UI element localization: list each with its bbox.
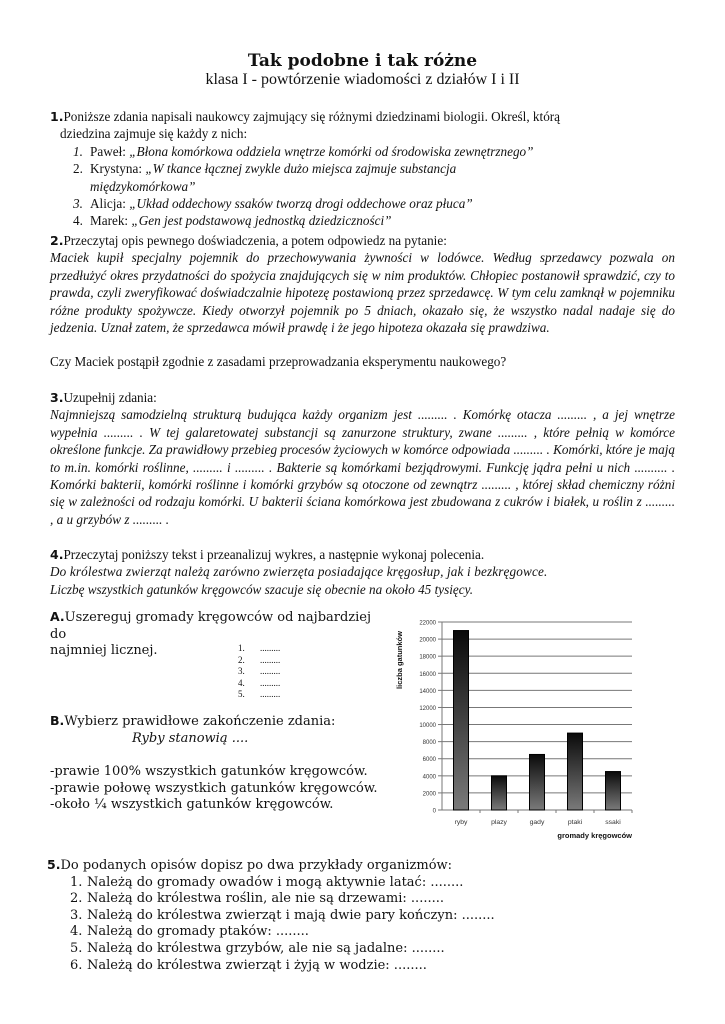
y-tick-label: 14000: [419, 688, 436, 695]
bar-ryby: [454, 631, 469, 810]
question-prompt: Do podanych opisów dopisz po dwa przykłady organizmów:: [60, 858, 453, 873]
ranking-blanks: [238, 643, 280, 701]
y-axis-label: liczba gatunków: [395, 631, 404, 689]
question-2: [50, 232, 675, 371]
x-axis-labels: [455, 819, 622, 826]
y-tick-label: 2000: [422, 791, 436, 798]
part-a: A.Uszereguj gromady kręgowców od najbardziej do najmniej licznej.: [50, 609, 372, 659]
y-tick-label: 4000: [422, 774, 436, 781]
x-tick-label: ptaki: [567, 819, 583, 826]
list-item: 4. Należą do gromady ptaków: ........: [70, 924, 309, 940]
question-prompt: Uzupełnij zdania:: [63, 390, 157, 405]
question-3: [50, 389, 675, 528]
y-axis-ticks: [419, 621, 436, 815]
question-number: 5.: [47, 857, 61, 872]
x-tick-label: ryby: [454, 819, 468, 826]
quote-list: [50, 143, 675, 230]
x-tick-label: ssaki: [605, 819, 621, 826]
y-tick-label: 16000: [419, 671, 436, 678]
y-tick-label: 0: [432, 808, 436, 815]
list-item: 2. Należą do królestwa roślin, ale nie są drzewami: ........: [70, 891, 444, 907]
answer-option[interactable]: -około ¼ wszystkich gatunków kręgowców.: [50, 797, 334, 813]
y-tick-label: 8000: [422, 740, 436, 747]
x-tick-label: gady: [529, 819, 545, 826]
question-prompt: Poniższe zdania napisali naukowcy zajmujący się różnymi dziedzinami biologii. Określ, którą: [63, 109, 561, 124]
question-5: [47, 857, 675, 974]
question-number: 1.: [50, 109, 64, 124]
bar-ssaki: [606, 772, 621, 810]
experiment-story: Maciek kupił specjalny pojemnik do przechowywania żywności w lodówce. Według sprzedawcy pozwala on przedłużyć okres przydatności do spożycia znajdujących się w nim produktów. Chłopiec postanowił sprawdzić, czy to prawda, czyli zweryfikować doświadczalnie hipotezę postawioną przez sprzedawcę. W tym celu zamknął w pojemniku różne produkty spożywcze. Kiedy otworzył pojemnik po 5 dniach, okazało się, że wszystko nadal nadaje się do jedzenia. Uznał zatem, że sprzedawca mówił prawdę i że jego hipoteza okazała się prawdziwa.: [50, 250, 675, 336]
part-label: A.: [50, 609, 65, 624]
question-number: 4.: [50, 547, 64, 562]
list-item: 3. Alicja: „Układ oddechowy ssaków tworzą drogi oddechowe oraz płuca”: [73, 196, 473, 212]
list-item: 1. Należą do gromady owadów i mogą aktywnie latać: ........: [70, 874, 464, 890]
y-tick-label: 22000: [419, 620, 436, 627]
x-tick-label: plazy: [491, 819, 507, 826]
page-title: Tak podobne i tak różne: [247, 51, 478, 71]
context-text: Do królestwa zwierząt należą zarówno zwierzęta posiadające kręgosłup, jak i bezkręgowce.: [50, 564, 548, 580]
context-text: Liczbę wszystkich gatunków kręgowców szacuje się obecnie na około 45 tysięcy.: [50, 581, 474, 597]
list-item: 4. Marek: „Gen jest podstawową jednostką dziedziczności”: [73, 213, 392, 229]
page-subtitle: klasa I - powtórzenie wiadomości z działów I i II: [205, 71, 520, 88]
fill-in-text: Najmniejszą samodzielną strukturą budująca każdy organizm jest ......... . Komórkę otacza ......... , a jej wnętrze wypełnia ......... . W tej galaretowatej substancji są zanurzone struktury, zwane ......... , które pełnią w komórce określone funkcje. Za prawidłowy przebieg procesów życiowych w komórce odpowiada ......... . Komórki, które je mają to m.in. komórki roślinne, ......... i ......... . Bakterie są komórkami bezjądrowymi. Funkcję jądra pełni u nich .......... . Komórki bakterii, komórki roślinne i komórki grzybów są otoczone od zewnątrz ......... , której skład chemiczny różni się w zależności od rodzaju komórki. U bakterii ściana komórkowa jest zbudowana z cukrów i białek, u roślin z ......... , a u grzybów z ......... .: [50, 407, 675, 527]
question-number: 2.: [50, 233, 64, 248]
question-prompt-cont: dziedzina zajmuje się każdy z nich:: [60, 126, 248, 142]
y-tick-label: 6000: [422, 757, 436, 764]
sentence-stem: Ryby stanowią ....: [132, 730, 249, 746]
y-tick-label: 12000: [419, 705, 436, 712]
answer-option[interactable]: -prawie 100% wszystkich gatunków kręgowców.: [50, 764, 368, 780]
y-tick-label: 10000: [419, 723, 436, 730]
organism-list: [50, 875, 675, 975]
blank-item[interactable]: 4. .........: [238, 677, 281, 688]
question-prompt: Przeczytaj poniższy tekst i przeanalizuj wykres, a następnie wykonaj polecenia.: [63, 547, 485, 562]
chart-bars: [454, 631, 621, 810]
y-tick-label: 20000: [419, 637, 436, 644]
list-item: 6. Należą do królestwa zwierząt i żyją w wodzie: ........: [70, 957, 427, 973]
bar-chart: [390, 605, 640, 845]
blank-item[interactable]: 5. .........: [238, 689, 281, 700]
list-item: 5. Należą do królestwa grzybów, ale nie są jadalne: ........: [70, 940, 445, 956]
answer-option[interactable]: -prawie połowę wszystkich gatunków kręgowców.: [50, 780, 378, 796]
part-label: B.: [50, 713, 65, 728]
part-b: B.Wybierz prawidłowe zakończenie zdania: Ryby stanowią .... -prawie 100% wszystkich gatunków kręgowców. -prawie połowę wszystkich gatunków kręgowców. -około ¼ wszystkich gatunków kręgowców.: [50, 713, 395, 814]
bar-płazy: [492, 776, 507, 810]
list-item: 2. Krystyna: „W tkance łącznej zwykle dużo miejsca zajmuje substancja międzykomórkowa”: [73, 161, 457, 194]
list-item: 1. Paweł: „Błona komórkowa oddziela wnętrze komórki od środowiska zewnętrznego”: [73, 143, 534, 159]
question-1: [50, 108, 675, 230]
bar-gady: [530, 754, 545, 810]
question-number: 3.: [50, 390, 64, 405]
blank-item[interactable]: 3. .........: [238, 666, 281, 677]
bar-ptaki: [568, 733, 583, 810]
blank-item[interactable]: 2. .........: [238, 654, 281, 665]
question-prompt: Przeczytaj opis pewnego doświadczenia, a potem odpowiedz na pytanie:: [63, 233, 447, 248]
blank-item[interactable]: 1. .........: [238, 643, 281, 653]
y-tick-label: 18000: [419, 654, 436, 661]
x-axis-label: gromady kręgowców: [557, 831, 632, 840]
list-item: 3. Należą do królestwa zwierząt i mają dwie pary kończyn: ........: [70, 907, 495, 923]
question-text: Czy Maciek postąpił zgodnie z zasadami przeprowadzania eksperymentu naukowego?: [50, 354, 507, 370]
question-4: [50, 546, 675, 598]
